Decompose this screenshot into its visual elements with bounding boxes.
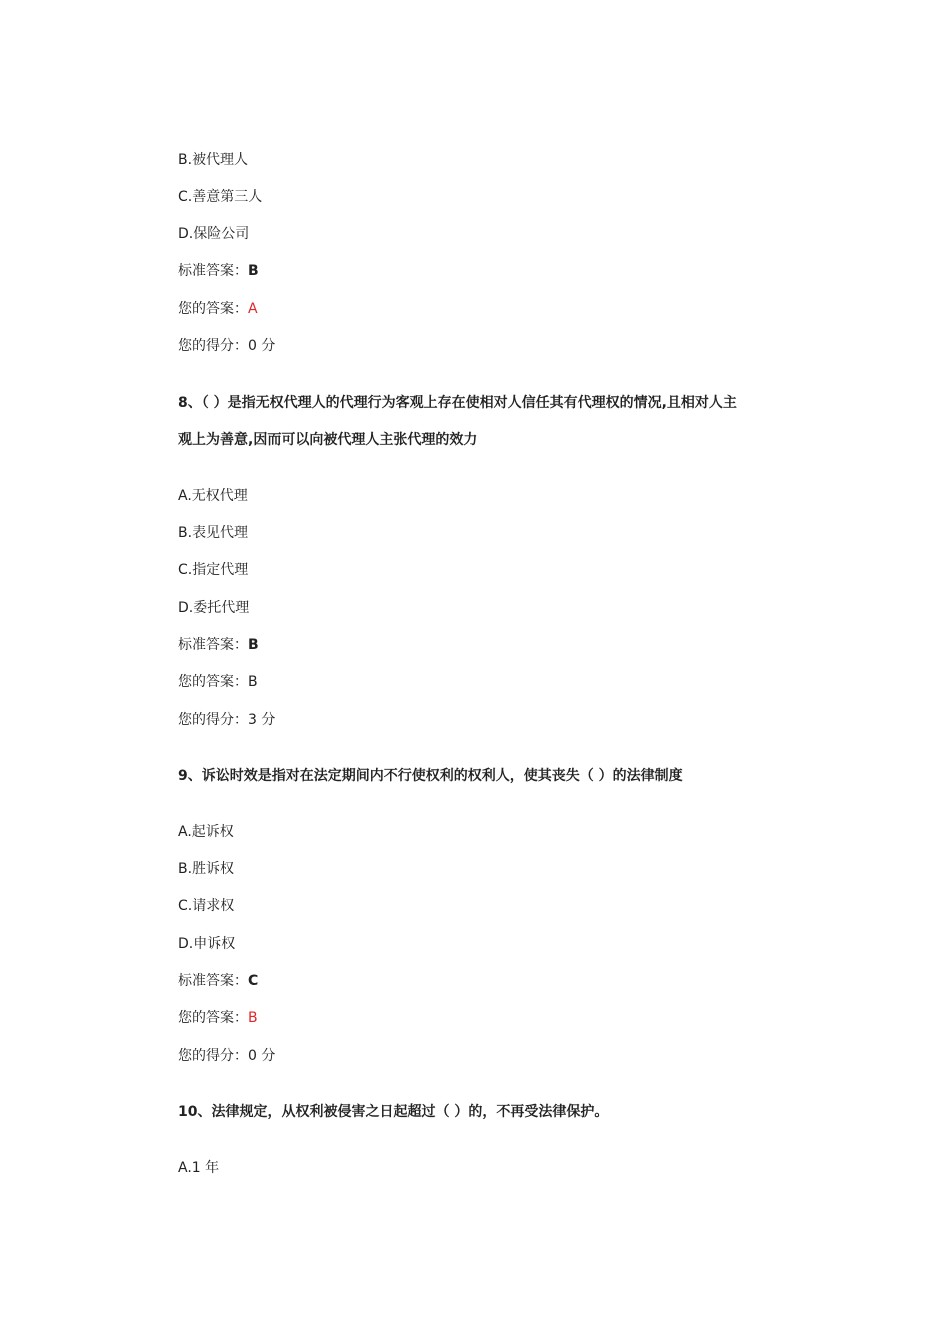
option-text: 保险公司 [193, 226, 250, 242]
option-text: 表见代理 [192, 525, 249, 541]
q9-standard-answer [178, 971, 258, 991]
standard-answer-label: 标准答案： [178, 637, 248, 653]
option-text: 申诉权 [193, 936, 236, 952]
standard-answer-label: 标准答案： [178, 263, 248, 279]
standard-answer-label: 标准答案： [178, 973, 248, 989]
q8-option-d [178, 598, 249, 618]
option-letter: D. [178, 226, 194, 242]
q9-option-a [178, 822, 234, 842]
q7-your-answer [178, 299, 258, 319]
q10-question: 10、法律规定，从权利被侵害之日起超过（ ）的，不再受法律保护。 [178, 1104, 609, 1120]
option-letter: A. [178, 824, 192, 840]
option-text: 善意第三人 [192, 189, 263, 205]
your-answer-value: A [248, 301, 258, 317]
option-text: 起诉权 [191, 824, 234, 840]
your-answer-value: B [248, 674, 258, 690]
option-letter: B. [178, 152, 193, 168]
standard-answer-value: B [248, 637, 259, 653]
q8-your-answer [178, 672, 258, 692]
q9-your-answer [178, 1008, 258, 1028]
your-score-value: 0 分 [248, 338, 276, 354]
option-text: 指定代理 [192, 562, 249, 578]
standard-answer-value: B [248, 263, 259, 279]
option-letter: D. [178, 600, 194, 616]
q7-option-b [178, 150, 248, 170]
option-letter: C. [178, 562, 193, 578]
q9-option-c [178, 896, 234, 916]
your-score-value: 3 分 [248, 712, 276, 728]
q7-standard-answer [178, 261, 259, 281]
option-letter: B. [178, 861, 193, 877]
option-text: 被代理人 [192, 152, 249, 168]
option-text: 无权代理 [191, 488, 248, 504]
q9-your-score [178, 1046, 275, 1066]
q8-standard-answer [178, 635, 259, 655]
option-letter: D. [178, 936, 194, 952]
your-answer-label: 您的答案： [178, 1010, 248, 1026]
option-letter: A. [178, 1160, 192, 1176]
option-letter: A. [178, 488, 192, 504]
q8-option-b [178, 523, 248, 543]
your-answer-label: 您的答案： [178, 301, 248, 317]
q7-your-score [178, 336, 275, 356]
your-score-label: 您的得分： [178, 712, 248, 728]
your-answer-value: B [248, 1010, 258, 1026]
option-letter: C. [178, 898, 193, 914]
q9-question: 9、诉讼时效是指对在法定期间内不行使权利的权利人，使其丧失（ ）的法律制度 [178, 768, 683, 784]
your-score-label: 您的得分： [178, 1048, 248, 1064]
option-text: 请求权 [192, 898, 235, 914]
q8-question-line-2: 观上为善意,因而可以向被代理人主张代理的效力 [178, 432, 478, 448]
option-text: 委托代理 [193, 600, 250, 616]
option-text: 1 年 [191, 1160, 220, 1176]
q7-option-c [178, 187, 262, 207]
option-letter: B. [178, 525, 193, 541]
your-score-value: 0 分 [248, 1048, 276, 1064]
your-answer-label: 您的答案： [178, 674, 248, 690]
q7-option-d [178, 224, 249, 244]
q9-option-b [178, 859, 234, 879]
q8-option-a [178, 486, 248, 506]
option-letter: C. [178, 189, 193, 205]
q10-option-a [178, 1158, 219, 1178]
q8-your-score [178, 710, 275, 730]
q9-option-d [178, 934, 235, 954]
standard-answer-value: C [248, 973, 259, 989]
your-score-label: 您的得分： [178, 338, 248, 354]
q8-question-line-1: 8、（ ）是指无权代理人的代理行为客观上存在使相对人信任其有代理权的情况,且相对人主 [178, 395, 737, 411]
q8-option-c [178, 560, 248, 580]
option-text: 胜诉权 [192, 861, 235, 877]
